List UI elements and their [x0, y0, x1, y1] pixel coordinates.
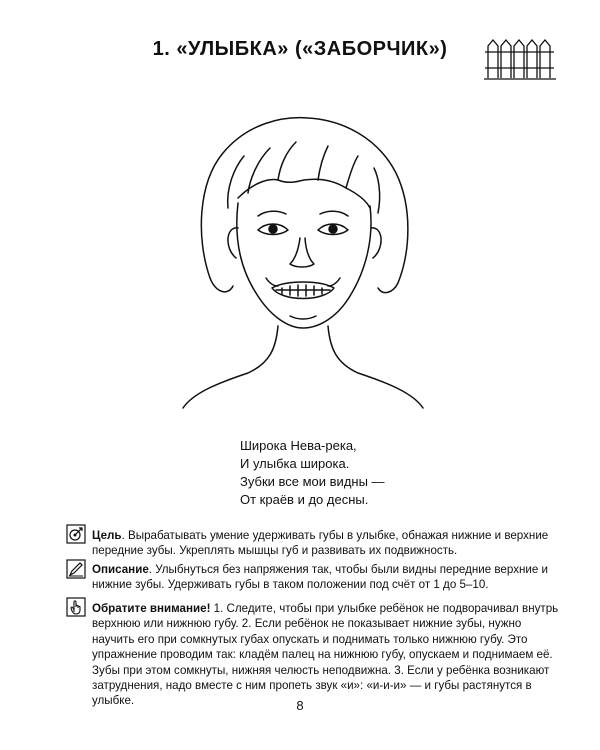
- goal-text: . Вырабатывать умение удерживать губы в улыбке, обнажая нижние и верхние передние зубы. Укреплять мышцы губ и развивать их подвижность.: [92, 529, 549, 558]
- description-label: Описание: [92, 563, 149, 576]
- poem-line: И улыбка широка.: [240, 456, 350, 471]
- poem-line: Зубки все мои видны —: [240, 474, 385, 489]
- attention-label: Обратите внимание!: [92, 602, 211, 615]
- poem-line: От краёв и до десны.: [240, 492, 369, 507]
- child-smiling-illustration: [178, 88, 428, 418]
- page-number: 8: [296, 698, 304, 713]
- goal-paragraph: [92, 528, 562, 559]
- description-text: . Улыбнуться без напряжения так, чтобы были видны передние верхние и нижние зубы. Удерживать губы в таком положении под счёт от 1 до 5–10.: [92, 563, 549, 592]
- poem: [240, 437, 385, 509]
- goal-label: Цель: [92, 529, 122, 542]
- attention-paragraph: [92, 601, 562, 709]
- finger-icon: [66, 597, 86, 617]
- page-title: 1. «УЛЫБКА» («ЗАБОРЧИК»): [152, 38, 448, 60]
- pencil-icon: [66, 559, 86, 579]
- target-icon: [66, 524, 86, 544]
- poem-line: Широка Нева-река,: [240, 438, 357, 453]
- description-paragraph: [92, 562, 562, 593]
- fence-icon: [484, 36, 556, 80]
- attention-text: 1. Следите, чтобы при улыбке ребёнок не подворачивал внутрь верхнюю или нижнюю губу. 2. Если ребёнок не показывает нижние зубы, нужно научить его при сомкнутых губах опускать и поднимать только нижнюю губу. Это упражнение проводим так: кладём палец на нижнюю губу, опускаем и поднимаем её. Зубы при этом сомкнуты, нижняя челюсть неподвижна. 3. Если у ребёнка возникают затруднения, надо вместе с ним пропеть звук «и»: «и-и-и» — и губы растянутся в улыбке.: [92, 602, 559, 708]
